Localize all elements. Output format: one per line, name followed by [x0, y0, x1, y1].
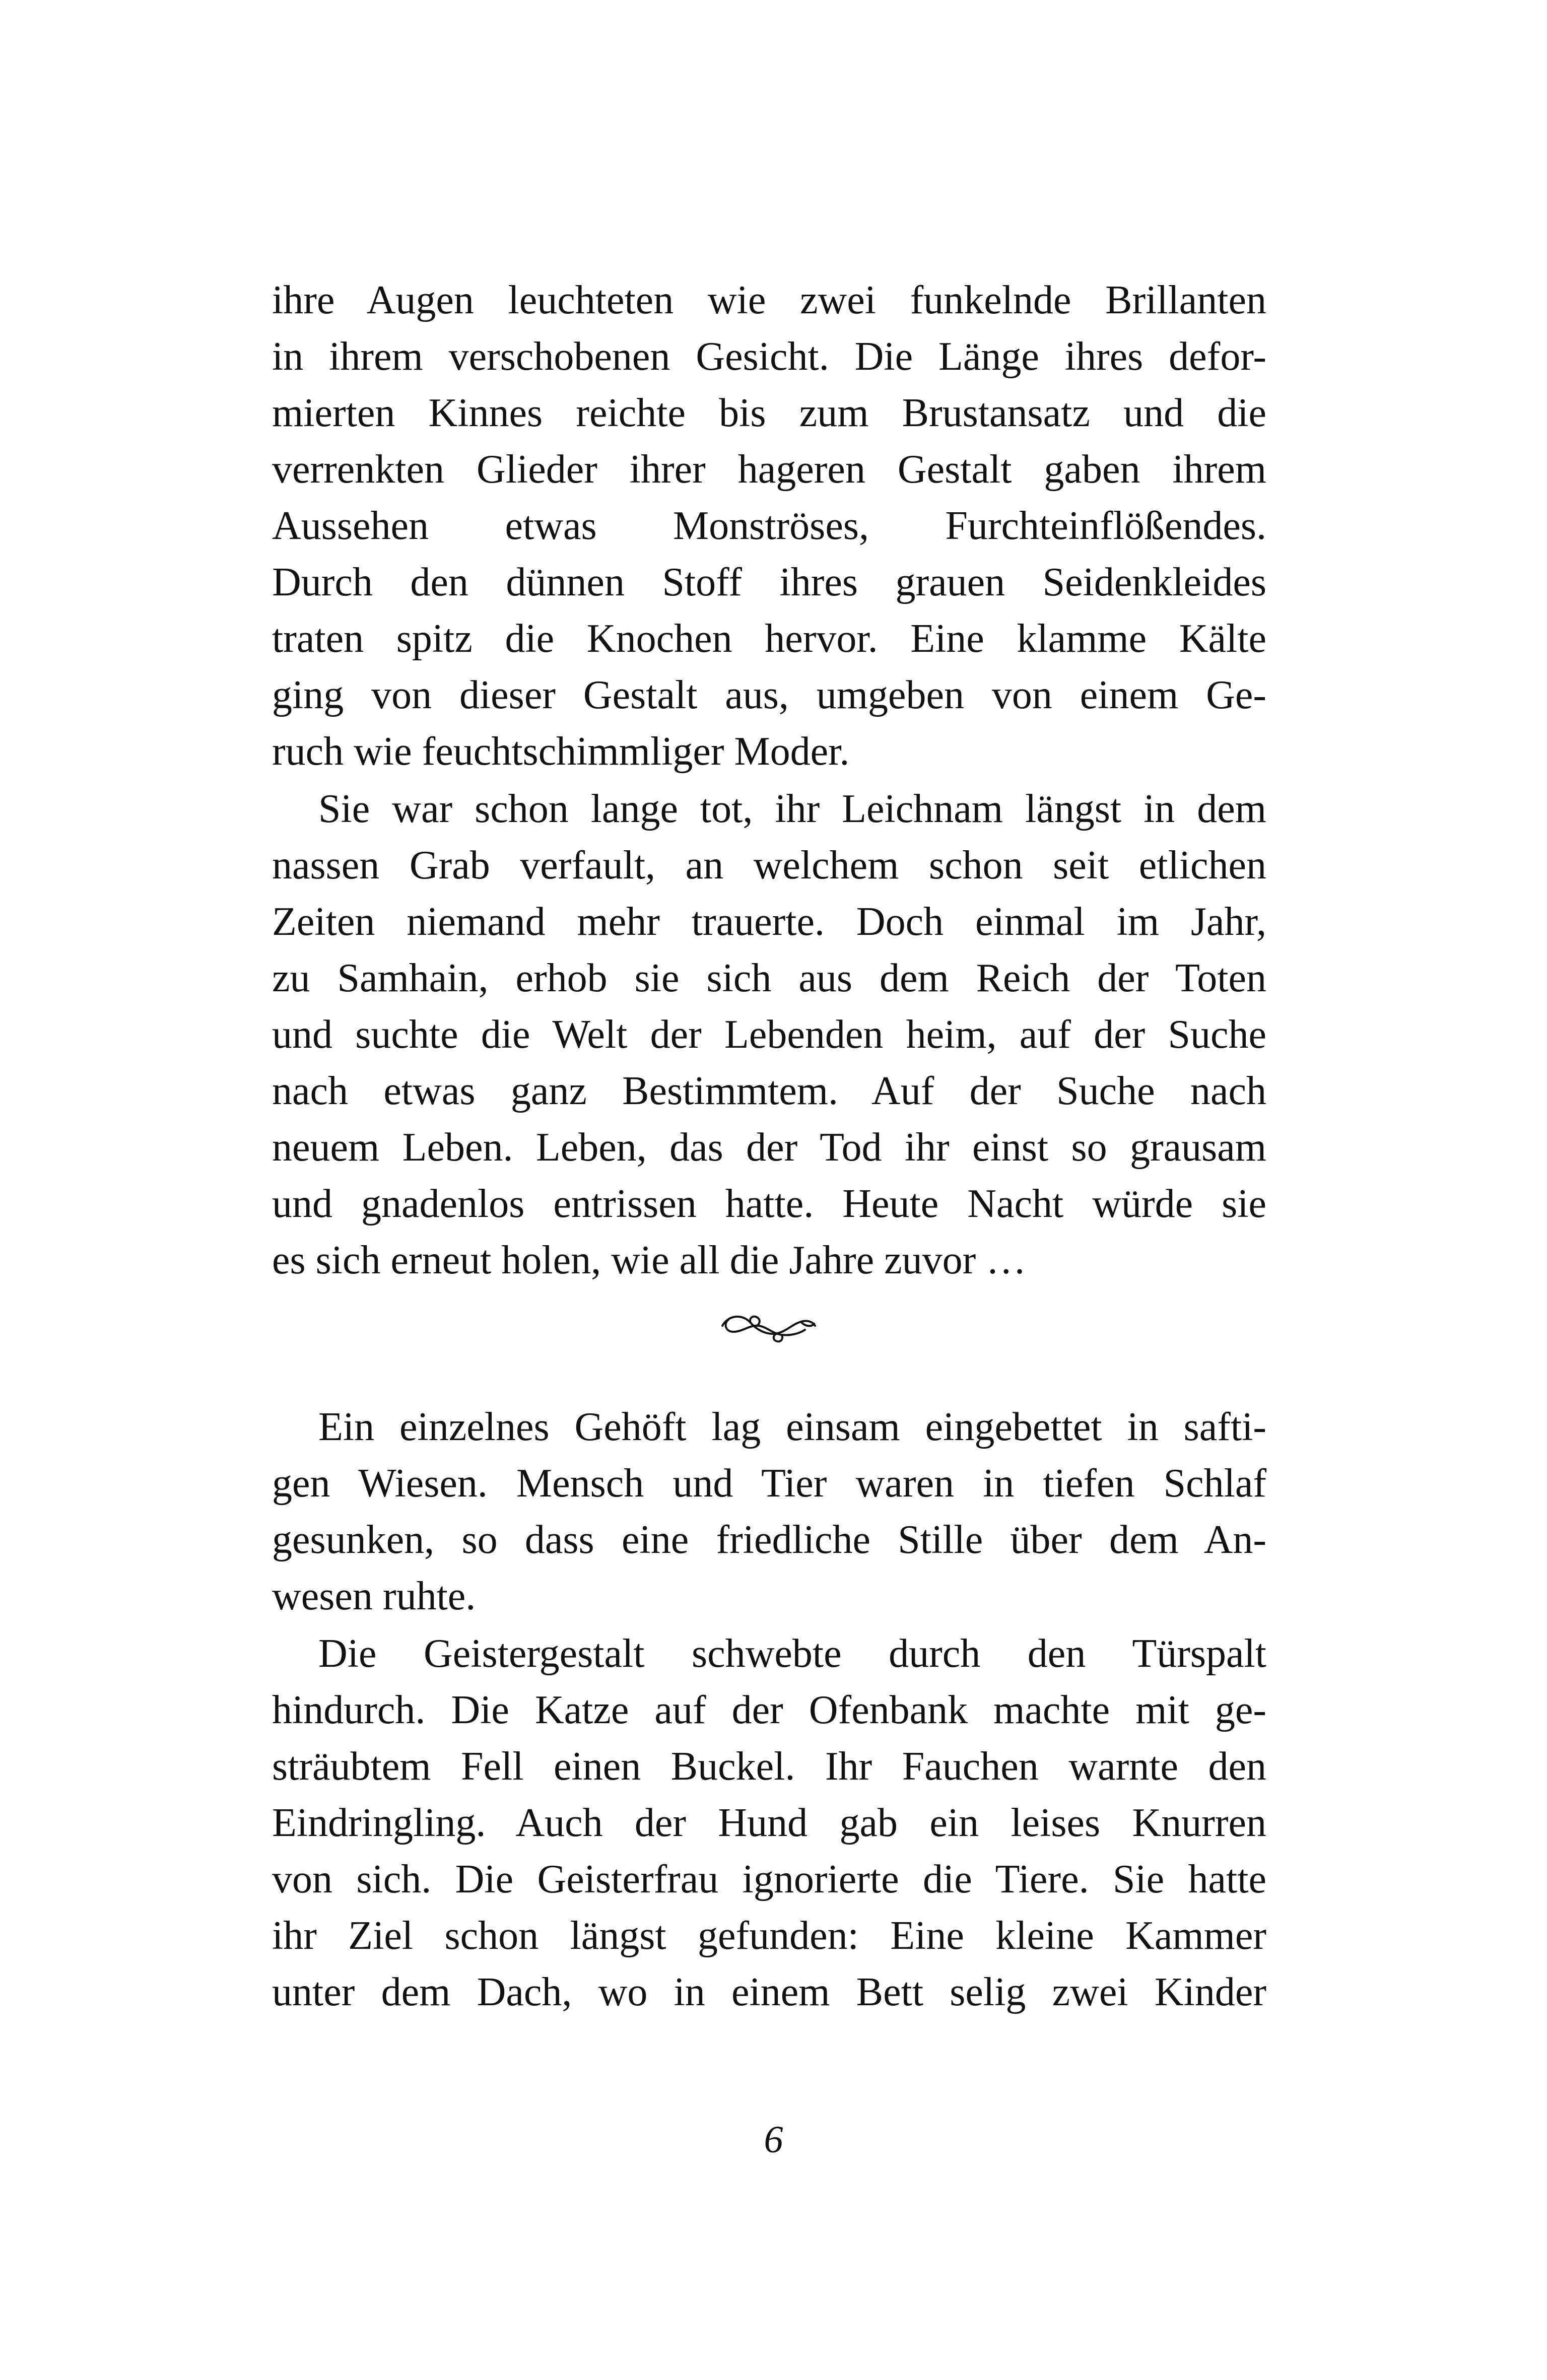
text-block-before-break [272, 272, 1266, 1288]
text-line: Durch den dünnen Stoff ihres grauen Seidenkleides [272, 560, 1266, 604]
text-line: nach etwas ganz Bestimmtem. Auf der Suche nach [272, 1069, 1266, 1113]
text-line: neuem Leben. Leben, das der Tod ihr einst so grausam [272, 1125, 1266, 1170]
text-line: hindurch. Die Katze auf der Ofenbank machte mit ge- [272, 1688, 1266, 1732]
text-line: verrenkten Glieder ihrer hageren Gestalt gaben ihrem [272, 447, 1266, 492]
text-line: traten spitz die Knochen hervor. Eine klamme Kälte [272, 617, 1266, 661]
text-line: unter dem Dach, wo in einem Bett selig zwei Kinder [272, 1970, 1266, 2014]
paragraph [272, 1625, 1266, 2020]
text-line: sträubtem Fell einen Buckel. Ihr Fauchen warnte den [272, 1744, 1266, 1789]
text-line: und suchte die Welt der Lebenden heim, auf der Suche [272, 1012, 1266, 1057]
text-line: gen Wiesen. Mensch und Tier waren in tiefen Schlaf [272, 1461, 1266, 1506]
text-line: Ein einzelnes Gehöft lag einsam eingebettet in safti- [318, 1405, 1266, 1449]
text-line: nassen Grab verfault, an welchem schon seit etlichen [272, 843, 1266, 888]
paragraph [272, 272, 1266, 780]
text-line: ihr Ziel schon längst gefunden: Eine kleine Kammer [272, 1914, 1266, 1958]
text-line: in ihrem verschobenen Gesicht. Die Länge ihres defor- [272, 334, 1266, 379]
page-number: 6 [764, 2119, 783, 2161]
text-line: zu Samhain, erhob sie sich aus dem Reich der Toten [272, 956, 1266, 1000]
text-line: und gnadenlos entrissen hatte. Heute Nacht würde sie [272, 1182, 1266, 1226]
text-line: Zeiten niemand mehr trauerte. Doch einmal im Jahr, [272, 900, 1266, 944]
section-break-flourish-icon [718, 1306, 819, 1351]
text-line: mierten Kinnes reichte bis zum Brustansatz und die [272, 391, 1266, 435]
paragraph [272, 781, 1266, 1288]
text-line: Aussehen etwas Monströses, Furchteinflößendes. [272, 504, 1266, 548]
text-line: wesen ruhte. [272, 1574, 476, 1618]
text-line: Die Geistergestalt schwebte durch den Türspalt [318, 1631, 1266, 1676]
text-line: es sich erneut holen, wie all die Jahre zuvor … [272, 1238, 1027, 1282]
text-line: Sie war schon lange tot, ihr Leichnam längst in dem [318, 787, 1266, 831]
text-line: ging von dieser Gestalt aus, umgeben von einem Ge- [272, 673, 1266, 717]
text-line: von sich. Die Geisterfrau ignorierte die Tiere. Sie hatte [272, 1857, 1266, 1901]
text-line: gesunken, so dass eine friedliche Stille über dem An- [272, 1518, 1266, 1562]
paragraph [272, 1399, 1266, 1624]
text-line: ihre Augen leuchteten wie zwei funkelnde Brillanten [272, 278, 1266, 322]
text-block-after-break [272, 1399, 1266, 2020]
text-line: ruch wie feuchtschimmliger Moder. [272, 729, 850, 774]
text-line: Eindringling. Auch der Hund gab ein leises Knurren [272, 1801, 1266, 1845]
